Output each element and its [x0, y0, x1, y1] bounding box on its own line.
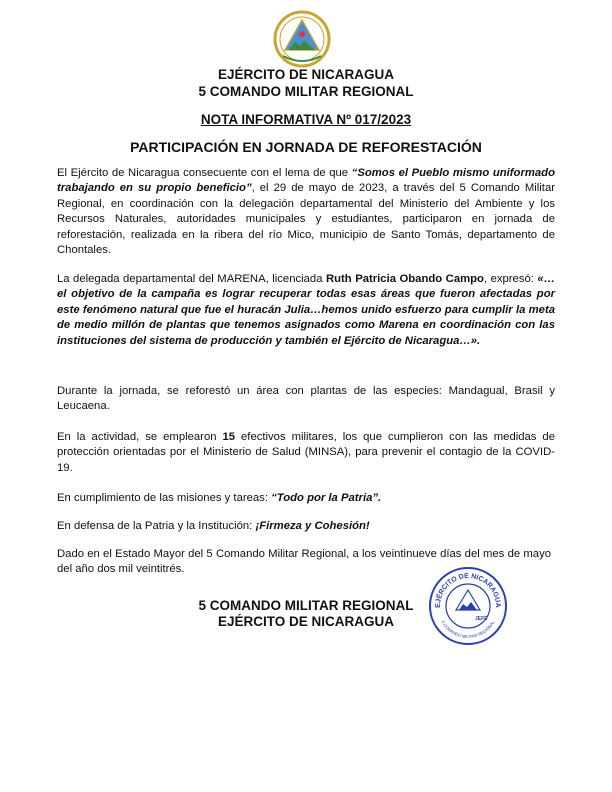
document-title: PARTICIPACIÓN EN JORNADA DE REFORESTACIÓN [130, 139, 482, 155]
official-stamp-icon [428, 566, 508, 646]
svg-text:5 COMANDO MILITAR REGIONAL: 5 COMANDO MILITAR REGIONAL [440, 619, 496, 640]
paragraph-defense: En defensa de la Patria y la Institución: ¡Firmeza y Cohesión! [57, 520, 370, 532]
header-command-name: 5 COMANDO MILITAR REGIONAL [198, 84, 414, 99]
paragraph-motto: En cumplimiento de las misiones y tareas: “Todo por la Patria”. [57, 492, 382, 504]
paragraph-intro: El Ejército de Nicaragua consecuente con el lema de que “Somos el Pueblo mismo uniformado trabajando en su propio beneficio”, el 29 de mayo de 2023, a través del 5 Comando Militar Regional, en coordinación con la delegación departamental del Ministerio del Ambiente y los Recursos Naturales, autoridades municipales y estudiantes, participaron en jornada de reforestación, realizada en la ribera del río Mico, municipio de Santo Tomás, departamento de Chontales. [57, 167, 555, 257]
paragraph-quote: La delegada departamental del MARENA, licenciada Ruth Patricia Obando Campo, expresó: «…el objetivo de la campaña es lograr recuperar todas esas áreas que fueron afectadas por este fenómeno natural que fue el huracán Julia…hemos unido esfuerzo para cumplir la meta de medio millón de plantas que tenemos asignados como Marena en coordinación con las instituciones del sistema de producción y también el Ejército de Nicaragua…». [57, 273, 555, 347]
signature-command: 5 COMANDO MILITAR REGIONAL [198, 598, 414, 613]
note-number: NOTA INFORMATIVA Nº 017/2023 [200, 112, 412, 127]
svg-text:EJÉRCITO DE NICARAGUA: EJÉRCITO DE NICARAGUA [434, 572, 502, 608]
signature-org: EJÉRCITO DE NICARAGUA [217, 614, 395, 629]
svg-text:JEFE: JEFE [475, 616, 488, 622]
paragraph-species: Durante la jornada, se reforestó un área con plantas de las especies: Mandagual, Brasil y Leucaena. [57, 385, 555, 413]
army-emblem-icon [273, 10, 331, 68]
header-org-name: EJÉRCITO DE NICARAGUA [217, 67, 395, 82]
paragraph-date: Dado en el Estado Mayor del 5 Comando Militar Regional, a los veintinueve días del mes de mayo del año dos mil veintitrés. [57, 548, 551, 576]
paragraph-personnel: En la actividad, se emplearon 15 efectivos militares, los que cumplieron con las medidas de protección orientadas por el Ministerio de Salud (MINSA), para prevenir el contagio de la COVID-19. [57, 431, 555, 474]
